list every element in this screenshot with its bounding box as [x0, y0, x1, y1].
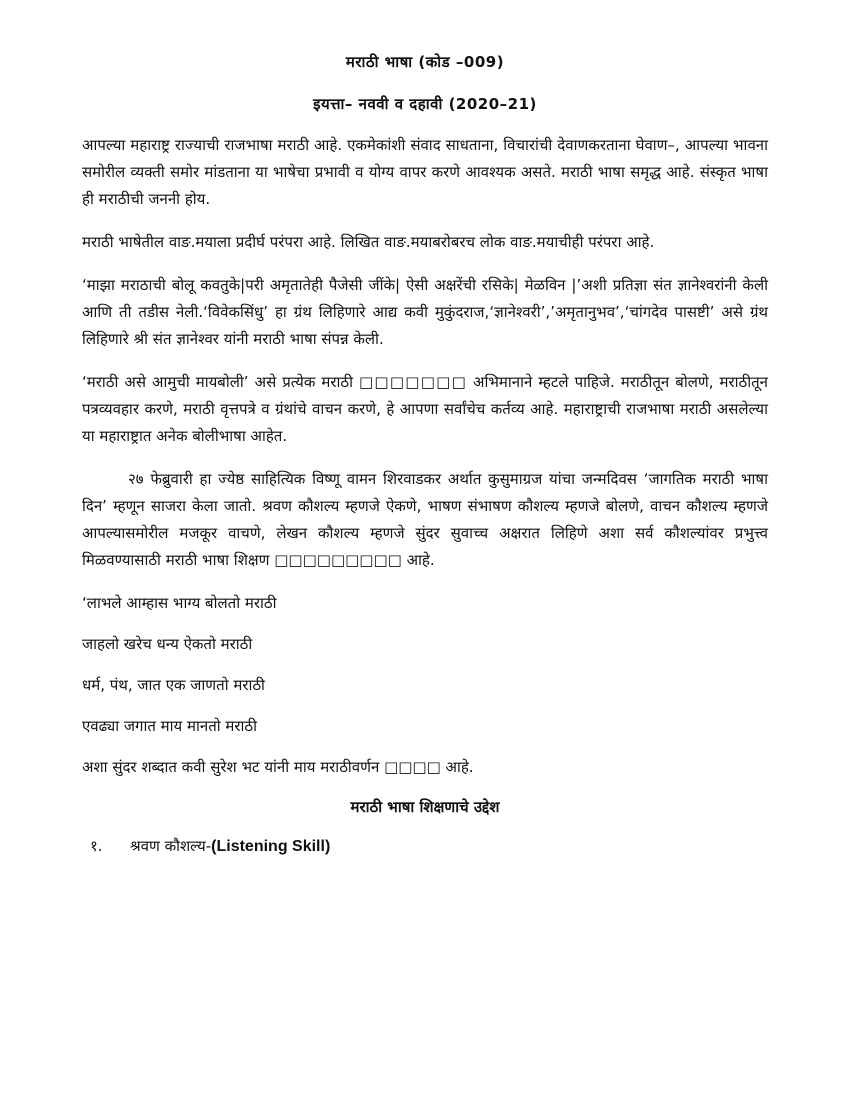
verse-line: जाहलो खरेच धन्य ऐकतो मराठी [82, 635, 253, 653]
list-item-number: १. [90, 837, 103, 855]
paragraph-closing: अशा सुंदर शब्दात कवी सुरेश भट यांनी माय मराठीवर्णन □□□□ आहे. [82, 758, 474, 776]
list-item-english: (Listening Skill) [211, 838, 331, 855]
verse-line: ‘लाभले आम्हास भाग्य बोलतो मराठी [82, 594, 277, 612]
paragraph-bhasha-din: २७ फेब्रुवारी हा ज्येष्ठ साहित्यिक विष्णू वामन शिरवाडकर अर्थात कुसुमाग्रज यांचा जन्मदिवस ‘जागतिक मराठी भाषा दिन’ म्हणून साजरा केला जातो. श्रवण कौशल्य म्हणजे ऐकणे, भाषण संभाषण कौशल्य म्हणजे बोलणे, वाचन कौशल्य म्हणजे आपल्यासमोरील मजकूर वाचणे, लेखन कौशल्य म्हणजे सुंदर सुवाच्च अक्षरात लिहिणे अशा सर्व कौशल्यांवर प्रभुत्त्व मिळवण्यासाठी मराठी भाषा शिक्षण □□□□□□□□□ आहे. [82, 470, 768, 569]
paragraph-mother-tongue: ‘मराठी असे आमुची मायबोली’ असे प्रत्येक मराठी □□□□□□□ अभिमानाने म्हटले पाहिजे. मराठीतून बोलणे, मराठीतून पत्रव्यवहार करणे, मराठी वृत्तपत्रे व ग्रंथांचे वाचन करणे, हे आपणा सर्वांचेच कर्तव्य आहे. महाराष्ट्राची राजभाषा मराठी असलेल्या या महाराष्ट्रात अनेक बोलीभाषा आहेत. [82, 373, 768, 445]
paragraph-literature: मराठी भाषेतील वाङ.मयाला प्रदीर्घ परंपरा आहे. लिखित वाङ.मयाबरोबरच लोक वाङ.मयाचीही परंपरा आहे. [82, 233, 655, 251]
list-item-listening [90, 833, 768, 860]
document-title: मराठी भाषा (कोड –009) [345, 53, 505, 71]
paragraph-dnyaneshwar: ‘माझा मराठाची बोलू कवतुके|परी अमृतातेही पैजेसी जींके| ऐसी अक्षरेंची रसिके| मेळविन |’अशी प्रतिज्ञा संत ज्ञानेश्वरांनी केली आणि ती तडीस नेली.‘विवेकसिंधु’ हा ग्रंथ लिहिणारे आद्य कवी मुकुंदराज,‘ज्ञानेश्वरी’,’अमृतानुभव’,‘चांगदेव पासष्टी’ असे ग्रंथ लिहिणारे श्री संत ज्ञानेश्वर यांनी मराठी भाषा संपन्न केली. [82, 276, 768, 348]
list-item-label: श्रवण कौशल्य- [130, 837, 212, 855]
paragraph-intro: आपल्या महाराष्ट्र राज्याची राजभाषा मराठी आहे. एकमेकांशी संवाद साधताना, विचारांची देवाणकरताना घेवाण–, आपल्या भावना समोरील व्यक्ती समोर मांडताना या भाषेचा प्रभावी व योग्य वापर करणे आवश्यक असते. मराठी भाषा समृद्ध आहे. संस्कृत भाषा ही मराठीची जननी होय. [82, 136, 768, 208]
document-subtitle: इयत्ता– नववी व दहावी (2020–21) [313, 95, 537, 113]
verse-line: धर्म, पंथ, जात एक जाणतो मराठी [82, 676, 265, 694]
section-heading: मराठी भाषा शिक्षणाचे उद्देश [350, 798, 500, 816]
verse-line: एवढ्या जगात माय मानतो मराठी [82, 717, 257, 735]
